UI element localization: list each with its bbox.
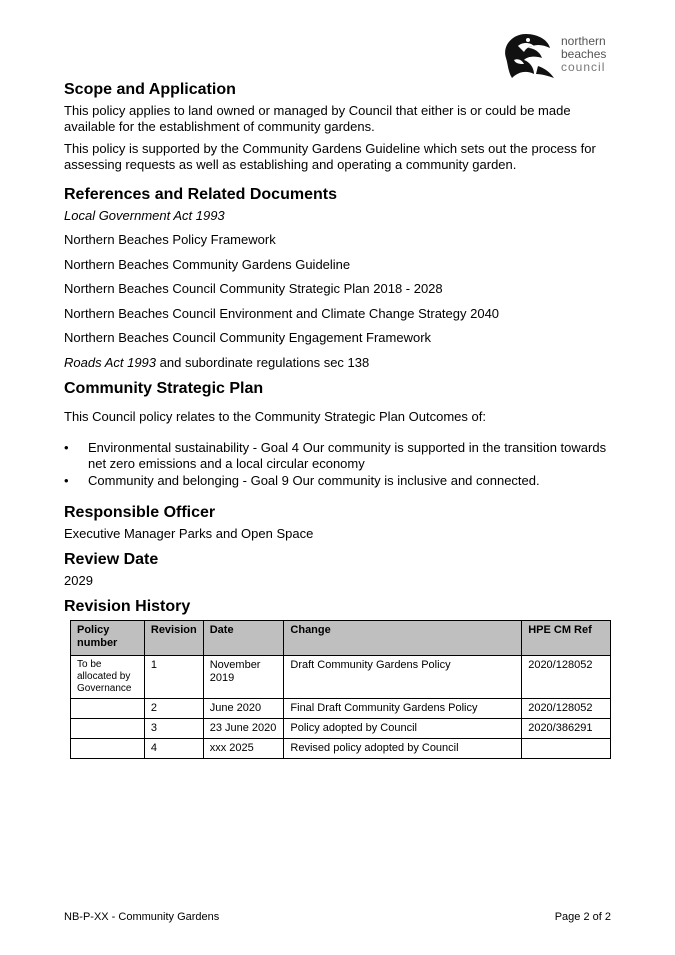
cell-date: November 2019 [203, 656, 284, 699]
cell-change: Revised policy adopted by Council [284, 739, 522, 759]
references-heading: References and Related Documents [64, 186, 337, 203]
table-row [71, 739, 611, 759]
logo-line-1: northern [561, 34, 606, 48]
review-text: 2029 [64, 573, 93, 588]
reference-item: Northern Beaches Policy Framework [64, 232, 276, 247]
footer-page-number: Page 2 of 2 [554, 911, 611, 923]
council-emblem-icon [498, 28, 558, 84]
cell-policy-number: To be allocated by Governance [71, 656, 145, 699]
reference-item: Roads Act 1993 and subordinate regulations sec 138 [64, 355, 370, 370]
reference-item: Northern Beaches Council Community Strategic Plan 2018 - 2028 [64, 281, 443, 296]
cell-revision: 3 [144, 719, 203, 739]
officer-text: Executive Manager Parks and Open Space [64, 526, 314, 541]
cell-date: xxx 2025 [203, 739, 284, 759]
header-revision: Revision [144, 621, 203, 656]
scope-heading: Scope and Application [64, 81, 236, 98]
scope-paragraph-1: This policy applies to land owned or managed by Council that either is or could be made available for the establishment of community gardens. [64, 103, 571, 134]
cell-policy-number [71, 719, 145, 739]
reference-item: Local Government Act 1993 [64, 208, 225, 223]
reference-item: Northern Beaches Community Gardens Guideline [64, 257, 351, 272]
council-logo [498, 28, 618, 84]
cell-revision: 1 [144, 656, 203, 699]
cell-hpe-ref [522, 739, 611, 759]
table-row [71, 699, 611, 719]
cell-hpe-ref: 2020/128052 [522, 699, 611, 719]
csp-heading: Community Strategic Plan [64, 380, 264, 397]
reference-item: Northern Beaches Council Community Engagement Framework [64, 330, 432, 345]
revision-history-table [70, 620, 611, 759]
review-heading: Review Date [64, 551, 159, 568]
bullet-icon: • [64, 440, 69, 455]
scope-paragraph-2: This policy is supported by the Community Gardens Guideline which sets out the process for assessing requests as well as establishing and operating a community garden. [64, 141, 596, 172]
cell-revision: 2 [144, 699, 203, 719]
bullet-icon: • [64, 473, 69, 488]
cell-policy-number [71, 699, 145, 719]
reference-item: Northern Beaches Council Environment and Climate Change Strategy 2040 [64, 306, 500, 321]
cell-change: Draft Community Gardens Policy [284, 656, 522, 699]
logo-line-3: council [561, 60, 606, 74]
header-change: Change [284, 621, 522, 656]
revision-heading: Revision History [64, 598, 191, 615]
table-row [71, 719, 611, 739]
cell-policy-number [71, 739, 145, 759]
table-row [71, 656, 611, 699]
table-header-row [71, 621, 611, 656]
logo-wordmark [561, 35, 606, 74]
csp-bullet-list [64, 440, 616, 490]
footer-document-id: NB-P-XX - Community Gardens [64, 911, 220, 923]
header-hpe-cm-ref: HPE CM Ref [522, 621, 611, 656]
cell-hpe-ref: 2020/386291 [522, 719, 611, 739]
cell-date: June 2020 [203, 699, 284, 719]
cell-change: Policy adopted by Council [284, 719, 522, 739]
cell-date: 23 June 2020 [203, 719, 284, 739]
list-item: • Environmental sustainability - Goal 4 Our community is supported in the transition towards net zero emissions and a local circular economy [64, 440, 607, 471]
cell-revision: 4 [144, 739, 203, 759]
officer-heading: Responsible Officer [64, 504, 216, 521]
cell-hpe-ref: 2020/128052 [522, 656, 611, 699]
list-item: • Community and belonging - Goal 9 Our community is inclusive and connected. [64, 473, 540, 488]
header-date: Date [203, 621, 284, 656]
csp-intro: This Council policy relates to the Community Strategic Plan Outcomes of: [64, 409, 486, 424]
header-policy-number: Policy number [71, 621, 145, 656]
logo-line-2: beaches [561, 47, 607, 61]
cell-change: Final Draft Community Gardens Policy [284, 699, 522, 719]
